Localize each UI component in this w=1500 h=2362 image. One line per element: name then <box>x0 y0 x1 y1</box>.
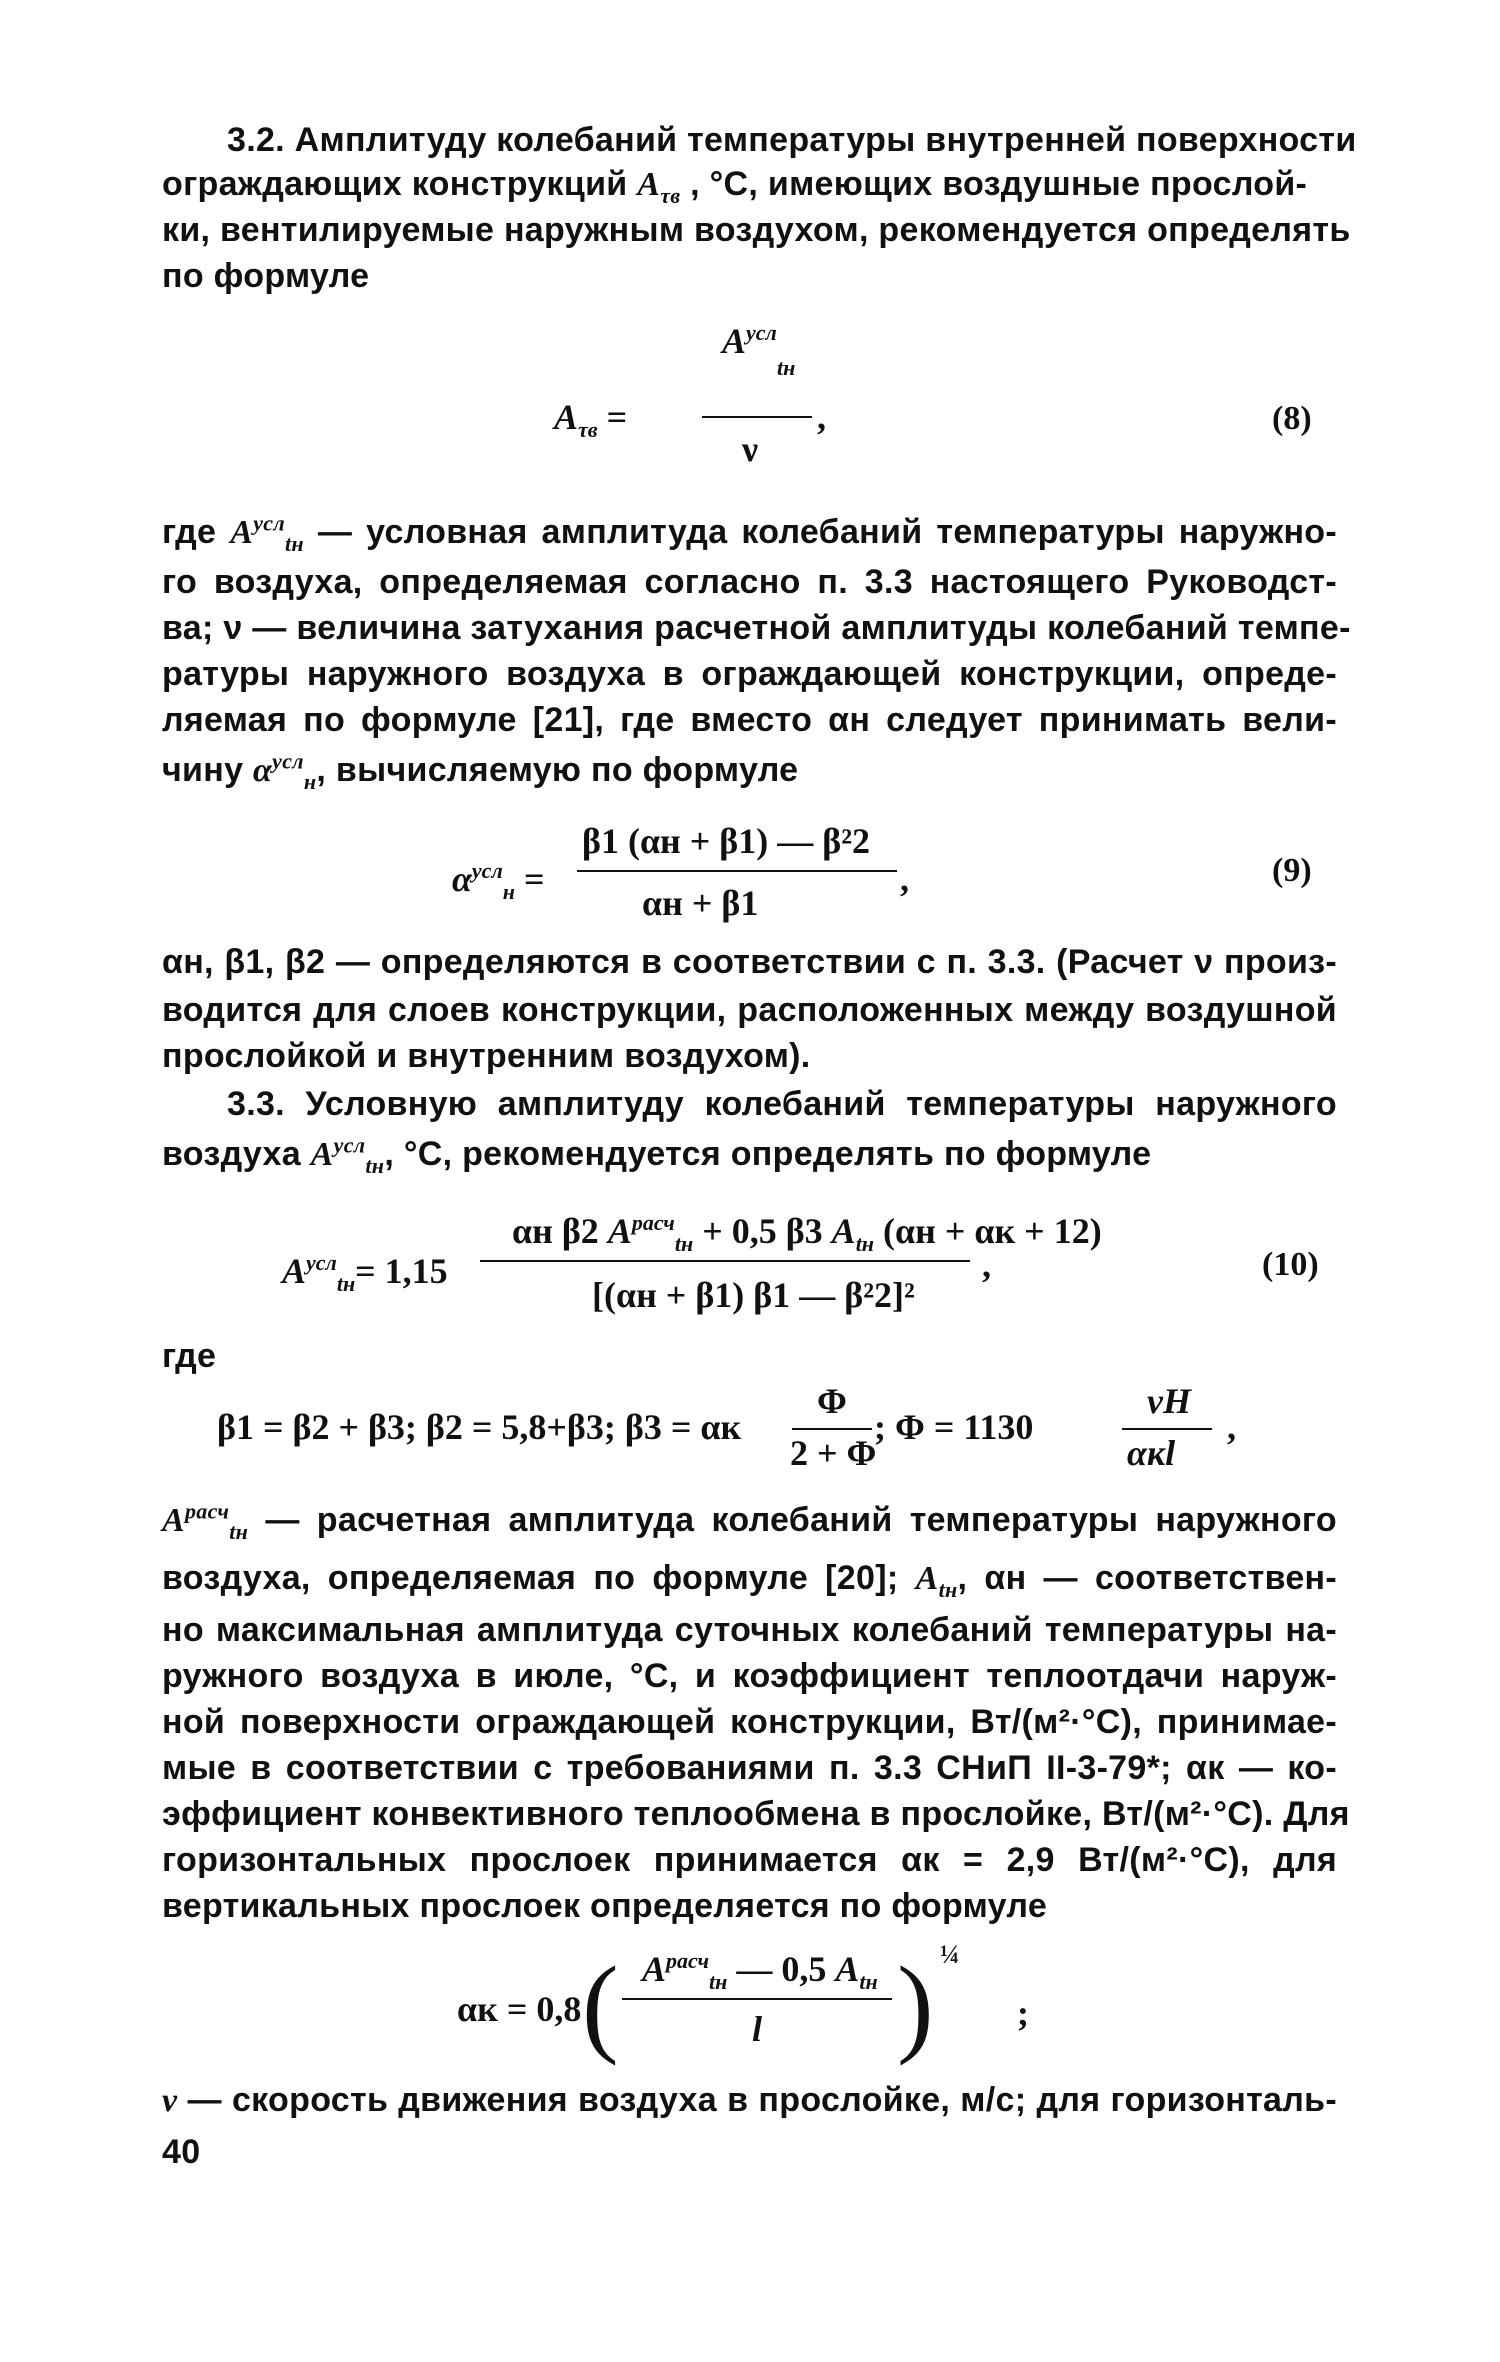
text-line: 3.2. Амплитуду колебаний температуры внутренней поверхности <box>227 121 1357 159</box>
text-line: эффициент конвективного теплообмена в прослойке, Вт/(м²·°С). Для <box>162 1795 1350 1833</box>
vh-den: αкl <box>1127 1433 1176 1473</box>
formula-8-lhs: $A_{\tau в}$ = <box>554 397 628 443</box>
text-line: по формуле <box>162 257 370 295</box>
exponent: ¼ <box>940 1940 960 1969</box>
text-line: αн, β1, β2 — определяются в соответствии с п. 3.3. (Расчет ν произ- <box>162 943 1337 981</box>
phi-num: Φ <box>817 1381 847 1421</box>
equation-number: (10) <box>1262 1246 1319 1283</box>
text-line: чину $\alpha^{усл}_н$, вычисляемую по формуле <box>162 748 799 794</box>
formula-8: $A^{усл}$ <box>722 320 777 361</box>
vh-num: vH <box>1147 1381 1191 1421</box>
text-line: мые в соответствии с требованиями п. 3.3 СНиП II-3-79*; αк — ко- <box>162 1749 1337 1787</box>
phi-den: 2 + Φ <box>790 1433 877 1473</box>
comma: , <box>982 1245 991 1285</box>
text-line: 3.3. Условную амплитуду колебаний температуры наружного <box>227 1085 1337 1123</box>
formula-ak-num: $A^{расч}_{tн}$ — 0,5 $A_{tн}$ <box>642 1948 878 1995</box>
phi-def: ; Φ = 1130 <box>874 1407 1034 1447</box>
formula-ak-lhs: αк = 0,8 <box>457 1989 582 2029</box>
fraction-bar <box>622 1998 892 2000</box>
formula-9-lhs: $\alpha^{усл}_н$ = <box>452 858 545 905</box>
fraction-bar <box>480 1260 970 1262</box>
paren-right: ) <box>897 1944 934 2066</box>
fraction-bar <box>1122 1428 1212 1430</box>
text-line: $A^{расч}_{tн}$ — расчетная амплитуда колебаний температуры наружного <box>162 1498 1338 1544</box>
paren-left: ( <box>582 1944 619 2066</box>
comma: , <box>900 859 909 899</box>
semicolon: ; <box>1017 1993 1029 2033</box>
formula-9-num: β1 (αн + β1) — β²2 <box>582 821 871 861</box>
formula-9-den: αн + β1 <box>642 883 759 923</box>
text-line: v — скорость движения воздуха в прослойке, м/с; для горизонталь- <box>162 2081 1337 2119</box>
equation-number: (9) <box>1272 852 1312 889</box>
text-line: ружного воздуха в июле, °С, и коэффициент теплоотдачи наруж- <box>162 1657 1337 1695</box>
formula-10-lhs: $A^{усл}_{tн}= 1,15$ <box>282 1250 448 1297</box>
text-line: где $A^{усл}_{tн}$ — условная амплитуда колебаний температуры наружно- <box>162 510 1337 556</box>
page-number: 40 <box>162 2133 201 2171</box>
text-line: ки, вентилируемые наружным воздухом, рекомендуется определять <box>162 211 1351 249</box>
formula-ak-den: l <box>752 2009 763 2049</box>
text-line: ратуры наружного воздуха в ограждающей конструкции, опреде- <box>162 655 1337 693</box>
definitions-line: β1 = β2 + β3; β2 = 5,8+β3; β3 = αк <box>217 1407 742 1447</box>
equation-number: (8) <box>1272 400 1312 437</box>
text-line: горизонтальных прослоек принимается αк = 2,9 Вт/(м²·°С), для <box>162 1841 1337 1879</box>
fraction-bar <box>577 870 897 872</box>
comma: , <box>1227 1407 1236 1447</box>
comma: , <box>817 397 826 437</box>
text-line: ной поверхности ограждающей конструкции, Вт/(м²·°С), принимае- <box>162 1703 1337 1741</box>
text-line: прослойкой и внутренним воздухом). <box>162 1037 811 1075</box>
text-line: воздуха $A^{усл}_{tн}$, °С, рекомендуется определять по формуле <box>162 1132 1152 1178</box>
formula-8-den: ν <box>742 429 759 469</box>
text-line: но максимальная амплитуда суточных колебаний температуры на- <box>162 1611 1337 1649</box>
formula-10-den: [(αн + β1) β1 — β²2]² <box>592 1275 915 1315</box>
text-line: водится для слоев конструкции, расположенных между воздушной <box>162 991 1337 1029</box>
formula-8-sub: tн <box>777 355 796 380</box>
formula-10-num: αн β2 $A^{расч}_{tн} + 0,5$ β3 $A_{tн}$ (αн + αк + 12) <box>512 1210 1102 1257</box>
fraction-bar <box>702 416 812 418</box>
text-line: го воздуха, определяемая согласно п. 3.3 настоящего Руководст- <box>162 563 1337 601</box>
text-line: ва; ν — величина затухания расчетной амплитуды колебаний темпе- <box>162 609 1351 647</box>
text-line: где <box>162 1337 217 1375</box>
text-line: воздуха, определяемая по формуле [20]; $A_{tн}$, αн — соответствен- <box>162 1559 1338 1602</box>
text-line: ляемая по формуле [21], где вместо αн следует принимать вели- <box>162 701 1337 739</box>
text-line: ограждающих конструкций $A_{\tau в}$ , °С, имеющих воздушные прослой- <box>162 165 1308 208</box>
text-line: вертикальных прослоек определяется по формуле <box>162 1887 1048 1925</box>
fraction-bar <box>792 1428 872 1430</box>
